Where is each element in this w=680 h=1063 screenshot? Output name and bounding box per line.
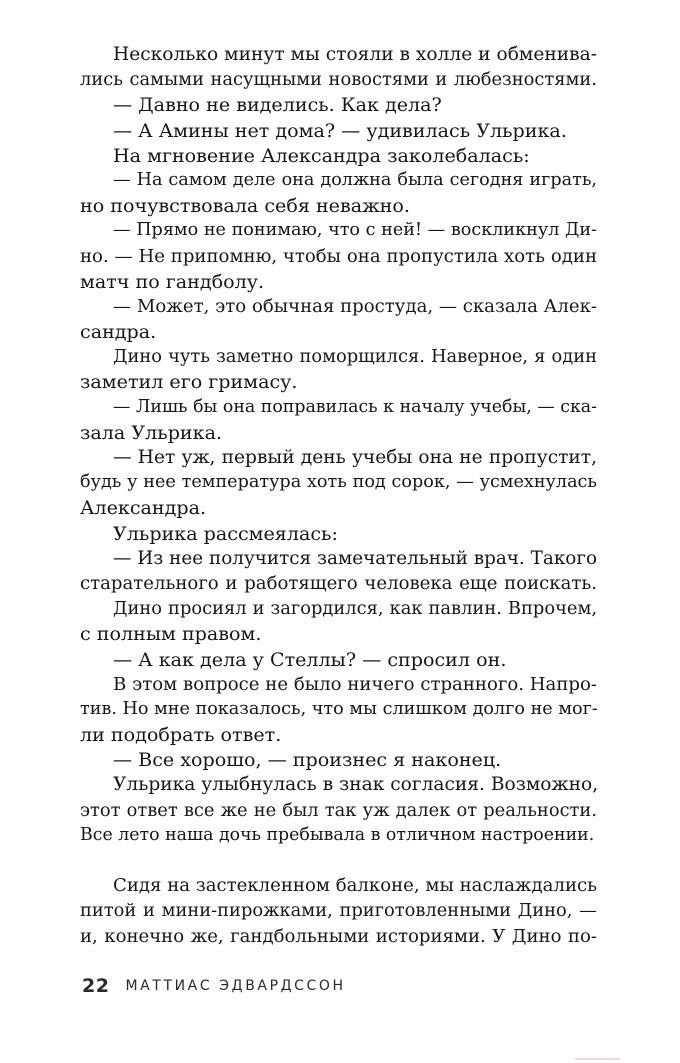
text-line: зала Ульрика. (80, 420, 223, 444)
text-line: Ульрика рассмеялась: (113, 521, 338, 545)
text-line: ли подобрать ответ. (80, 723, 282, 747)
text-line: — Нет уж, первый день учебы она не пропустит, (113, 447, 597, 468)
text-line: — Давно не виделись. Как дела? (113, 93, 442, 117)
text-line: и, конечно же, гандбольными историями. У Дино по- (80, 925, 597, 947)
text-line: — Из нее получится замечательный врач. Такого (113, 547, 597, 569)
body-text (80, 42, 597, 949)
text-line: — На самом деле она должна была сегодня играть, (113, 169, 597, 190)
text-line: но. — Не припомню, чтобы она пропустила хоть один (80, 245, 597, 267)
text-line: — А Амины нет дома? — удивилась Ульрика. (113, 118, 567, 142)
text-line: с полным правом. (80, 622, 262, 646)
running-head-author: МАТТИАС ЭДВАРДССОН (125, 978, 346, 994)
text-line: Дино просиял и загордился, как павлин. Впрочем, (113, 598, 597, 620)
scan-edge-mark (575, 1058, 620, 1060)
text-line: На мгновение Александра заколебалась: (113, 143, 530, 167)
page-number: 22 (82, 975, 110, 997)
text-line: — Прямо не понимаю, что с ней! — воскликнул Ди- (113, 220, 597, 241)
text-line: лись самыми насущными новостями и любезностями. (80, 69, 597, 91)
text-line: В этом вопросе не было ничего странного. Напро- (113, 673, 597, 695)
text-line: Дино чуть заметно поморщился. Наверное, я один (113, 346, 597, 368)
text-line: Александра. (80, 496, 207, 520)
text-line: — Лишь бы она поправилась к началу учебы, — ска- (113, 396, 597, 417)
text-line: этот ответ все же не был так уж далек от реальности. (80, 799, 597, 821)
text-line: но почувствовала себя неважно. (80, 194, 410, 218)
text-line: старательного и работящего человека еще поискать. (80, 572, 597, 594)
text-line: — Все хорошо, — произнес я наконец. (113, 748, 502, 772)
page-footer (82, 972, 502, 1000)
text-line: Сидя на застекленном балконе, мы наслаждались (113, 875, 597, 897)
text-line: тив. Но мне показалось, что мы слишком долго не мог- (80, 698, 598, 719)
section-break (80, 848, 597, 873)
text-line: матч по гандболу. (80, 269, 265, 293)
text-line: питой и мини-пирожками, приготовленными Дино, — (80, 900, 597, 922)
text-line: — А как дела у Стеллы? — спросил он. (113, 647, 507, 671)
text-line: Ульрика улыбнулась в знак согласия. Возможно, (113, 774, 599, 796)
text-line: Все лето наша дочь пребывала в отличном настроении. (80, 824, 595, 845)
text-line: сандра. (80, 320, 157, 344)
text-line: Несколько минут мы стояли в холле и обменива- (113, 44, 597, 65)
text-line: заметил его гримасу. (80, 370, 298, 394)
text-line: будь у нее температура хоть под сорок, — усмехнулась (80, 472, 597, 493)
text-line: — Может, это обычная простуда, — сказала Алек- (113, 295, 597, 317)
